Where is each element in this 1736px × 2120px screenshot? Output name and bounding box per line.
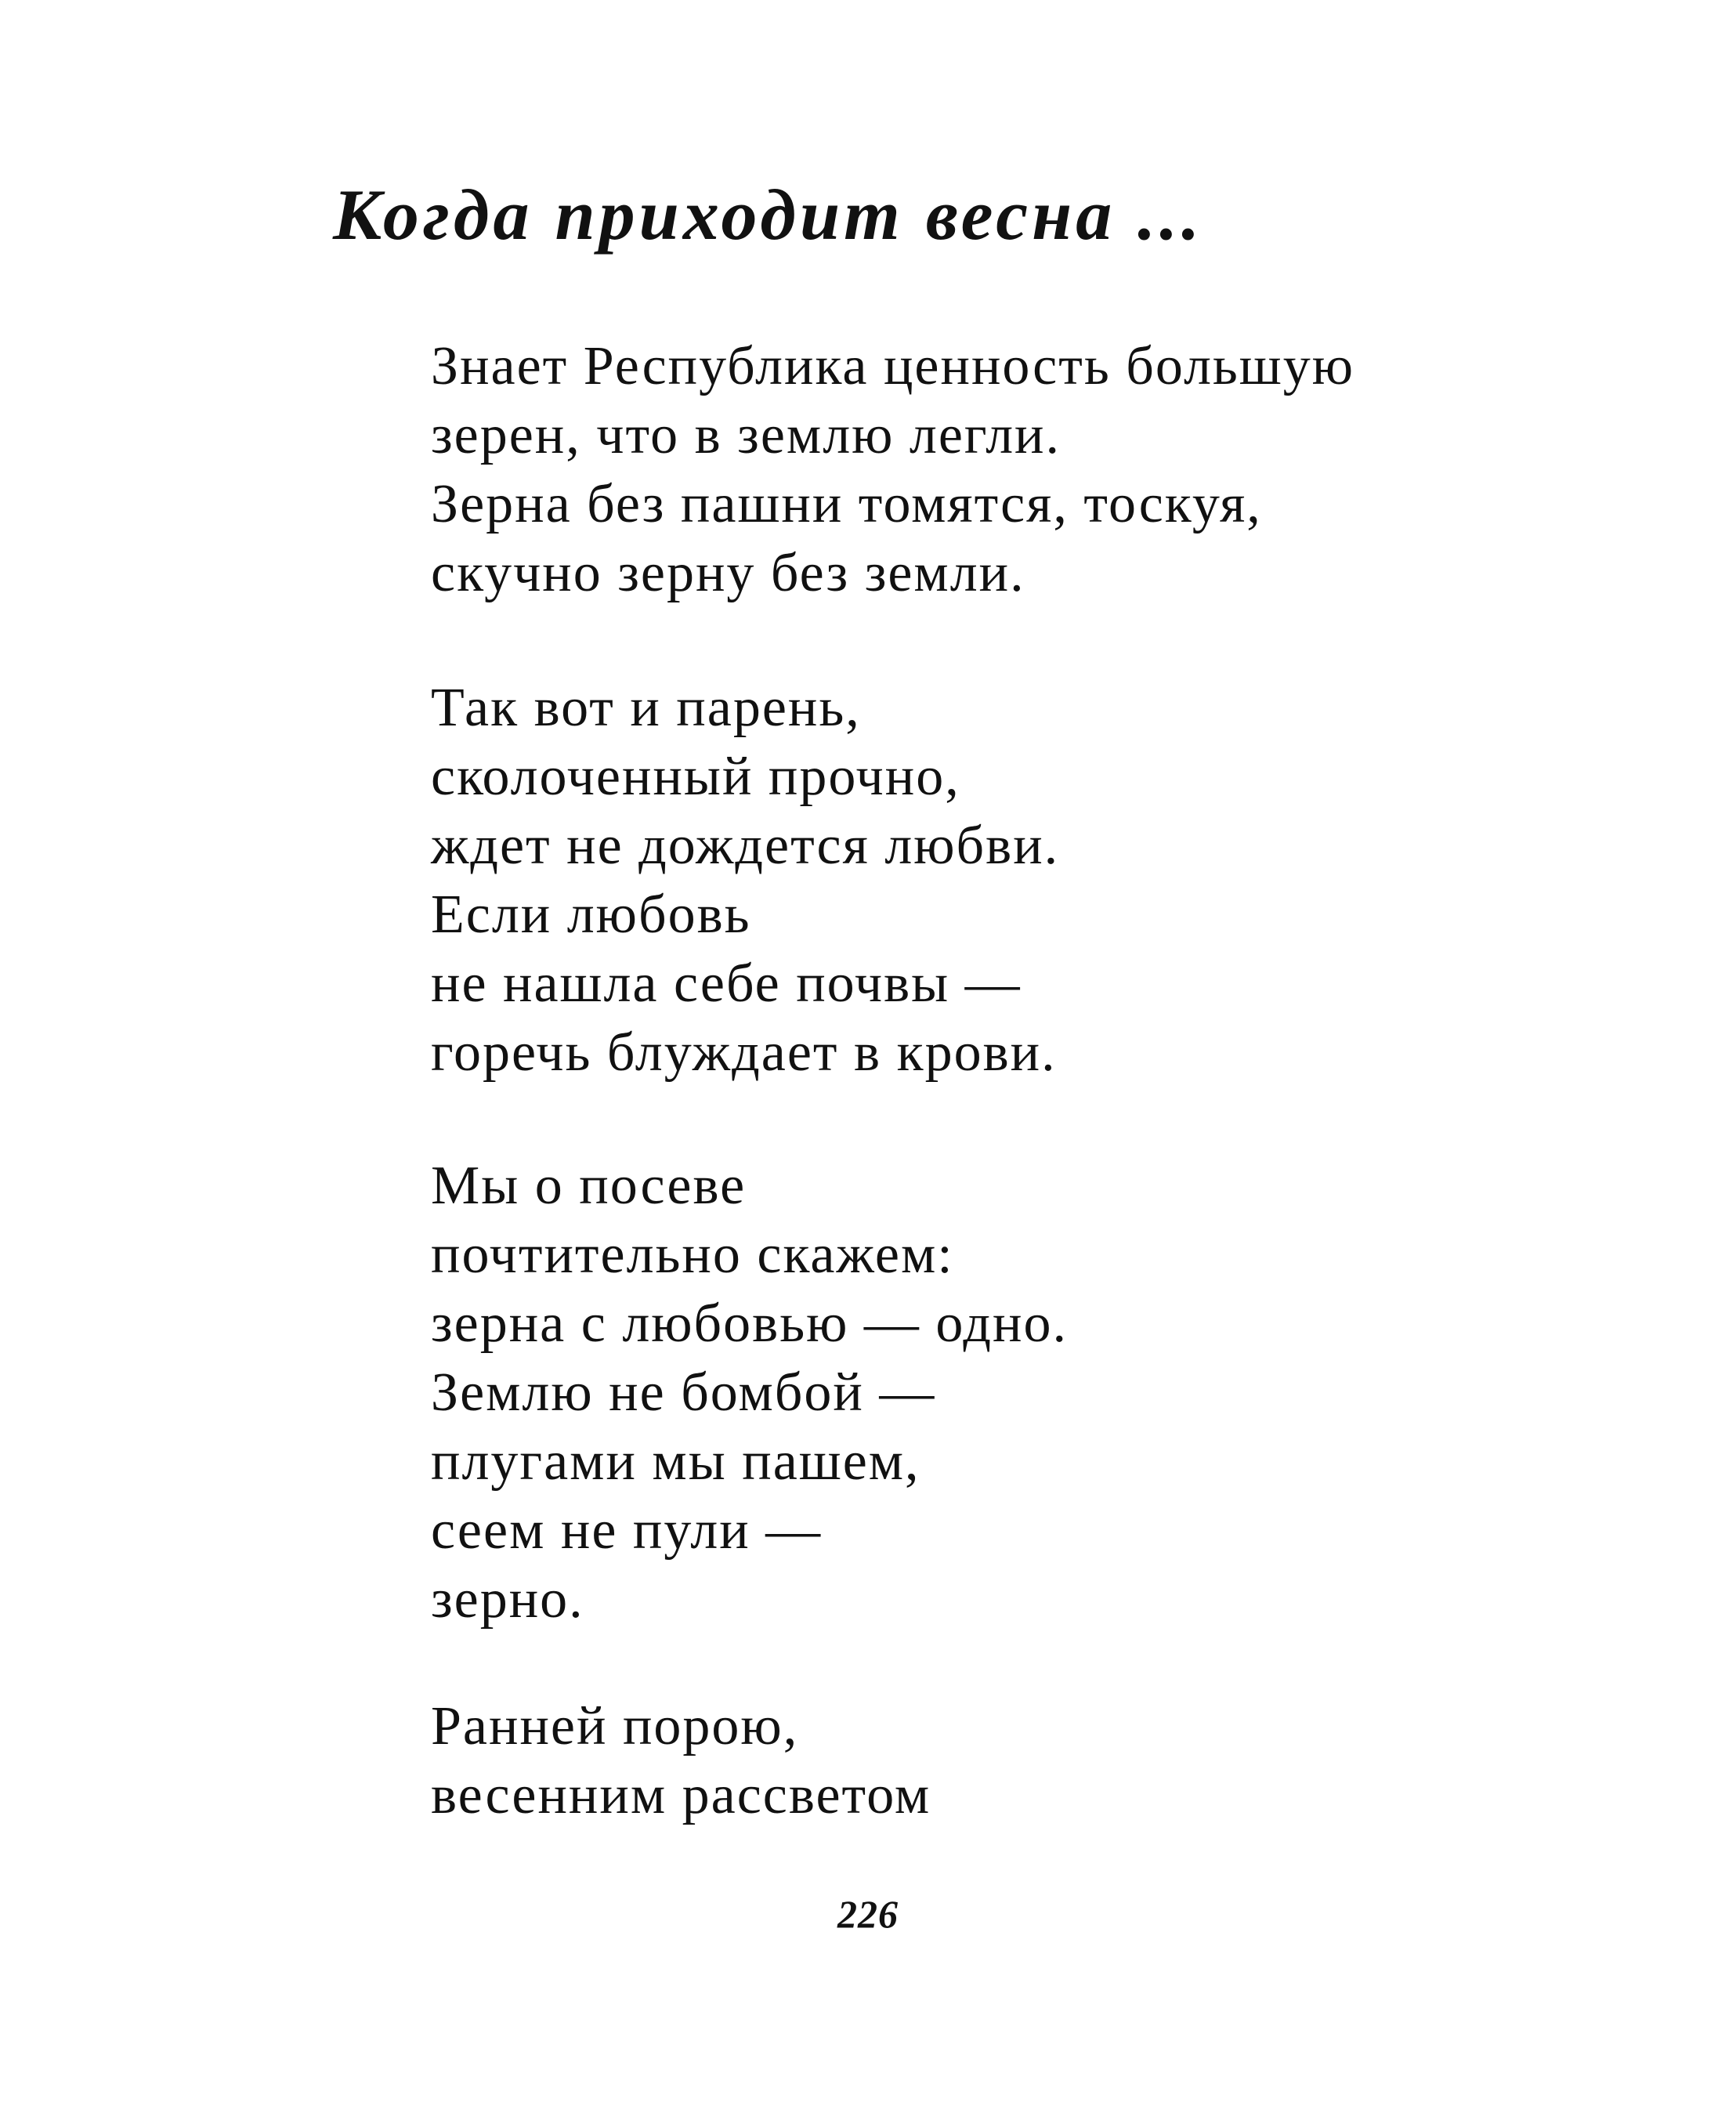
poem-line: Землю не бомбой —: [431, 1362, 936, 1423]
poem-line: Мы о посеве: [431, 1156, 747, 1216]
poem-line: почтительно скажем:: [431, 1225, 954, 1285]
poem-line: плугами мы пашем,: [431, 1431, 920, 1492]
poem-line: Если любовь: [431, 885, 751, 945]
poem-line: не нашла себе почвы —: [431, 953, 1022, 1014]
stanza-3: [431, 1152, 1684, 1634]
poem-line: Знает Республика ценность большую: [431, 336, 1354, 396]
poem-line: весенним рассветом: [431, 1765, 931, 1825]
poem-line: зерно.: [431, 1569, 584, 1630]
poem-line: скучно зерну без земли.: [431, 543, 1025, 603]
poem-line: сеем не пули —: [431, 1500, 823, 1561]
poem-line: зерен, что в землю легли.: [431, 405, 1061, 465]
poem-line: Зерна без пашни томятся, тоскуя,: [431, 474, 1262, 534]
stanza-4: [431, 1692, 1684, 1830]
stanza-1: [431, 332, 1684, 608]
poem-line: Так вот и парень,: [431, 678, 861, 738]
poem-line: Ранней порою,: [431, 1696, 799, 1756]
poem-line: ждет не дождется любви.: [431, 816, 1060, 876]
poem-title: Когда приходит весна ...: [333, 175, 1204, 255]
page-number: 226: [837, 1892, 899, 1936]
stanza-2: [431, 674, 1684, 1087]
poem-line: зерна с любовью — одно.: [431, 1293, 1068, 1354]
poem-line: горечь блуждает в крови.: [431, 1022, 1057, 1083]
poem-line: сколоченный прочно,: [431, 747, 960, 807]
